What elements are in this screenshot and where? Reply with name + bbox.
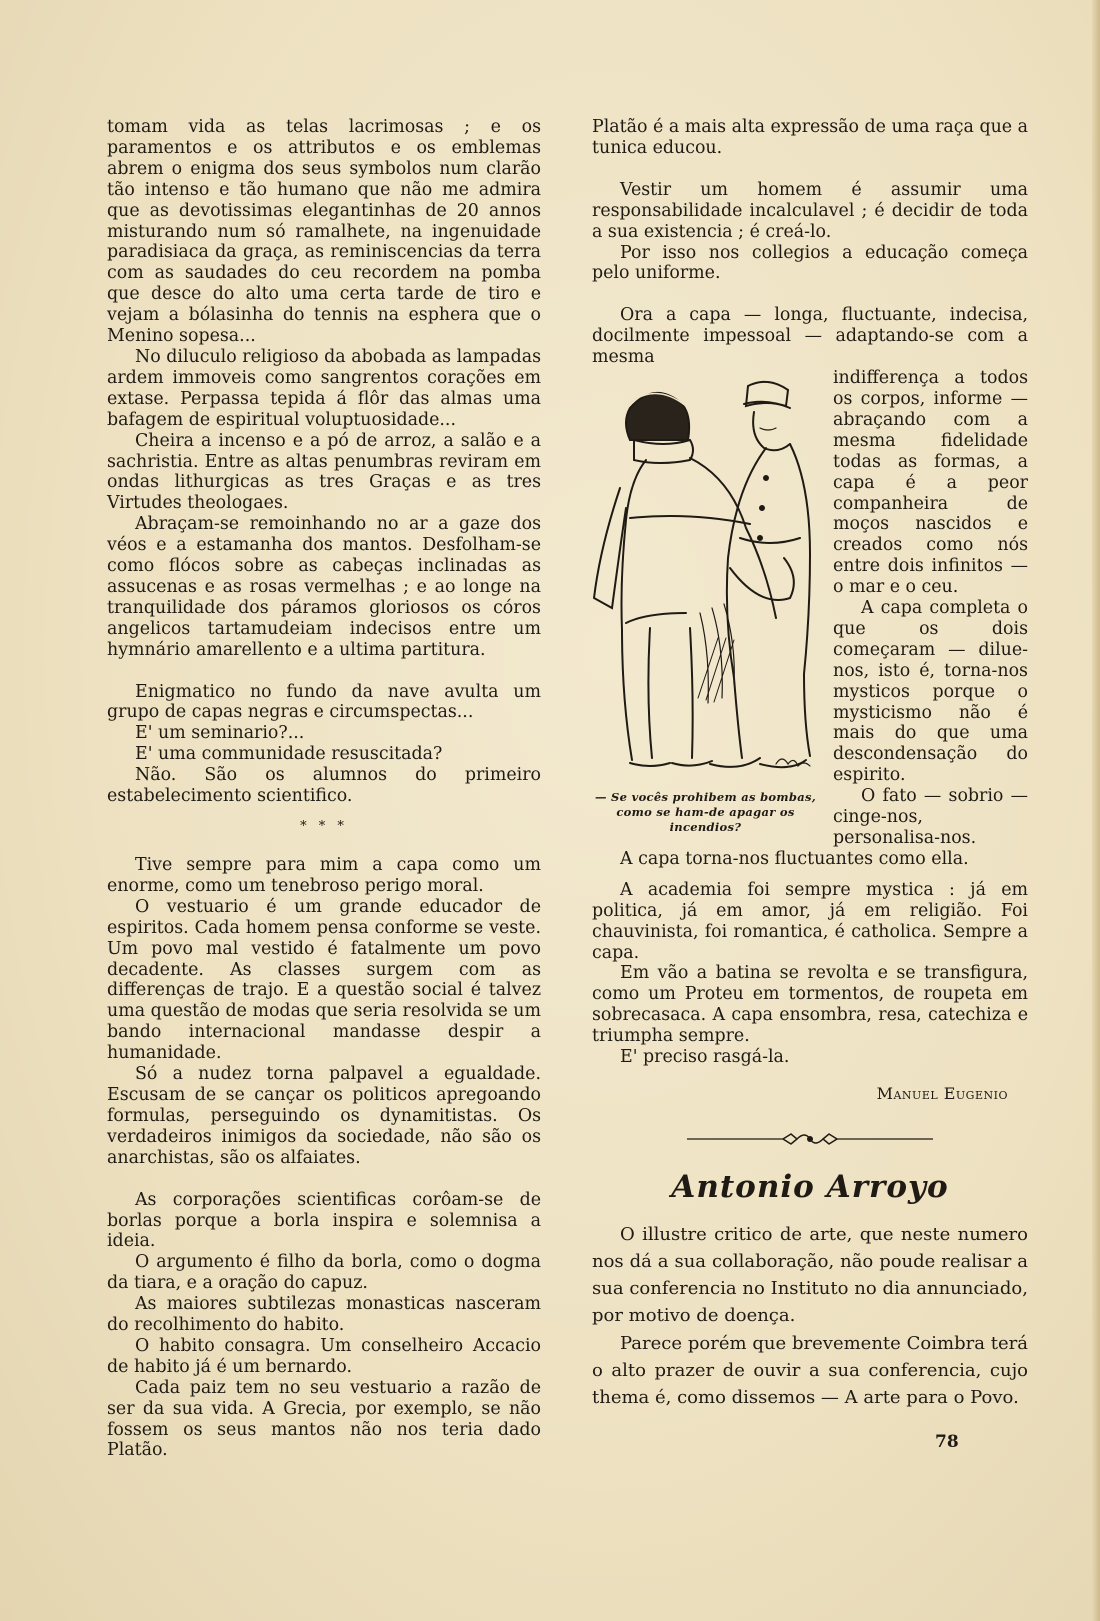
paragraph: No diluculo religioso da abobada as lampadas ardem immoveis como sangrentos corações em extase. Perpassa tepida á flôr das almas uma bafagem de espiritual voluptuosidade... — [107, 346, 541, 430]
paragraph: E' preciso rasgá-la. — [620, 1047, 790, 1068]
paragraph-text-b: indifferença a todos os corpos, informe — abraçando com a mesma fidelidade todas as formas, a capa é a peor companheira de moços nascidos e creados como nós entre dois infinitos — o mar e o ceu. — [833, 368, 1028, 598]
left-column — [107, 117, 541, 1461]
paragraph: O habito consagra. Um conselheiro Accacio de habito já é um bernardo. — [107, 1335, 541, 1377]
paragraph: Tive sempre para mim a capa como um enorme, como um tenebroso perigo moral. — [107, 855, 541, 896]
paragraph: Em vão a batina se revolta e se transfigura, como um Proteu em tormentos, de roupeta em sobrecasaca. A capa ensombra, resa, catechiza e triumpha sempre. — [592, 963, 1028, 1047]
paragraph: A capa torna-nos fluctuantes como ella. — [620, 848, 969, 869]
spacer — [592, 870, 1028, 880]
caption-line-1: — Se vocês prohibem as bombas, — [594, 790, 817, 805]
section-break — [107, 821, 541, 833]
notice-body — [592, 1221, 1028, 1411]
paragraph: O vestuario é um grande educador de espiritos. Cada homem pensa conforme se veste. Um povo mal vestido é fatalmente um povo decadente. As classes surgem com as differenças de trajo. E a questão social é talvez uma questão de modas que seria resolvida se um bando internacional mandasse despir a humanidade. — [107, 896, 541, 1064]
right-column — [592, 117, 1028, 1411]
paragraph: tomam vida as telas lacrimosas ; e os paramentos e os attributos e os emblemas abrem o enigma dos seus symbolos num clarão tão intenso e tão humano que não me admira que as devotissimas elegantinhas de 20 annos misturando num só ramalhete, na ingenuidade paradisiaca da graça, as reminiscencias da terra com as saudades do ceu recordem na pomba que desce do alto uma certa tarde de tiro e vejam a bólasinha do tennis na esphera que o Menino sopesa... — [107, 117, 541, 347]
paragraph: Platão é a mais alta expressão de uma raça que a tunica educou. — [592, 117, 1028, 158]
spacer — [592, 159, 1028, 180]
paragraph: E' uma communidade resuscitada? — [135, 744, 443, 765]
notice-heading: Antonio Arroyo — [671, 1168, 949, 1205]
paragraph: O argumento é filho da borla, como o dogma da tiara, e a oração do capuz. — [107, 1252, 541, 1294]
caption-line-2: como se ham-de apagar os incendios? — [616, 805, 795, 835]
notice-paragraph: O illustre critico de arte, que neste numero nos dá a sua collaboração, não poude realisar a sua conferencia no Instituto no dia annunciado, por motivo de doença. — [592, 1223, 1028, 1327]
paragraph: Não. São os alumnos do primeiro estabelecimento scientifico. — [107, 765, 541, 807]
paragraph: Enigmatico no fundo da nave avulta um grupo de capas negras e circumspectas... — [107, 681, 541, 723]
spacer — [107, 1169, 541, 1190]
illustrated-block — [592, 305, 1028, 869]
paragraph-text-a: Ora a capa — longa, fluctuante, indecisa, docilmente impessoal — adaptando-se com a mesma — [592, 305, 1028, 368]
paragraph-lead — [592, 305, 1028, 368]
page-number: 78 — [935, 1432, 959, 1452]
ornamental-divider — [687, 1131, 933, 1147]
paragraph: Vestir um homem é assumir uma responsabilidade incalculavel ; é decidir de toda a sua existencia ; é creá-lo. — [592, 179, 1028, 242]
cartoon-drawing — [590, 368, 821, 788]
illustration-caption — [590, 790, 821, 835]
section-break-mark: * * * — [300, 819, 348, 834]
author-signature: Manuel Eugenio — [876, 1083, 1008, 1103]
page-edge — [1092, 0, 1100, 1621]
spacer — [592, 284, 1028, 305]
paragraph: O fato — sobrio — cinge-nos, personalisa-nos. — [833, 786, 1028, 848]
cartoon-illustration — [590, 368, 821, 835]
spacer — [107, 661, 541, 682]
paragraph: Cheira a incenso e a pó de arroz, a salão e a sachristia. Entre as altas penumbras reviram em ondas lithurgicas as tres Graças e as tres Virtudes theologaes. — [107, 430, 541, 514]
paragraph: Cada paiz tem no seu vestuario a razão de ser da sua vida. A Grecia, por exemplo, se não fossem os seus mantos não nos teria dado Platão. — [107, 1377, 541, 1461]
paragraph: Abraçam-se remoinhando no ar a gaze dos véos e a estamanha dos mantos. Desfolham-se como flócos sobre as cabeças inclinadas as assucenas e as rosas vermelhas ; e ao longe na tranquilidade dos páramos gloriosos os córos angelicos tartamudeiam indecisos entre um hymnário amarellento e a ultima partitura. — [107, 514, 541, 660]
paragraph: E' um seminario?... — [135, 723, 305, 744]
paragraph: As corporações scientificas corôam-se de borlas porque a borla inspira e solemnisa a ideia. — [107, 1189, 541, 1252]
paragraph: Só a nudez torna palpavel a egualdade. Escusam de se cançar os politicos apregoando formulas, perseguindo os dynamitistas. Os verdadeiros inimigos da sociedade, não são os anarchistas, são os alfaiates. — [107, 1064, 541, 1168]
paragraph: As maiores subtilezas monasticas nasceram do recolhimento do habito. — [107, 1294, 541, 1336]
notice-paragraph: Parece porém que brevemente Coimbra terá o alto prazer de ouvir a sua conferencia, cujo thema é, como dissemos — A arte para o Povo. — [592, 1332, 1028, 1409]
paragraph: A academia foi sempre mystica : já em politica, já em amor, já em religião. Foi chauvinista, foi romantica, é catholica. Sempre a capa. — [592, 879, 1028, 963]
paragraph: A capa completa o que os dois começaram — dilue-nos, isto é, torna-nos mysticos porque o mysticismo não é mais do que uma descondensação do espirito. — [833, 598, 1028, 786]
paragraph: Por isso nos collegios a educação começa pelo uniforme. — [592, 242, 1028, 284]
